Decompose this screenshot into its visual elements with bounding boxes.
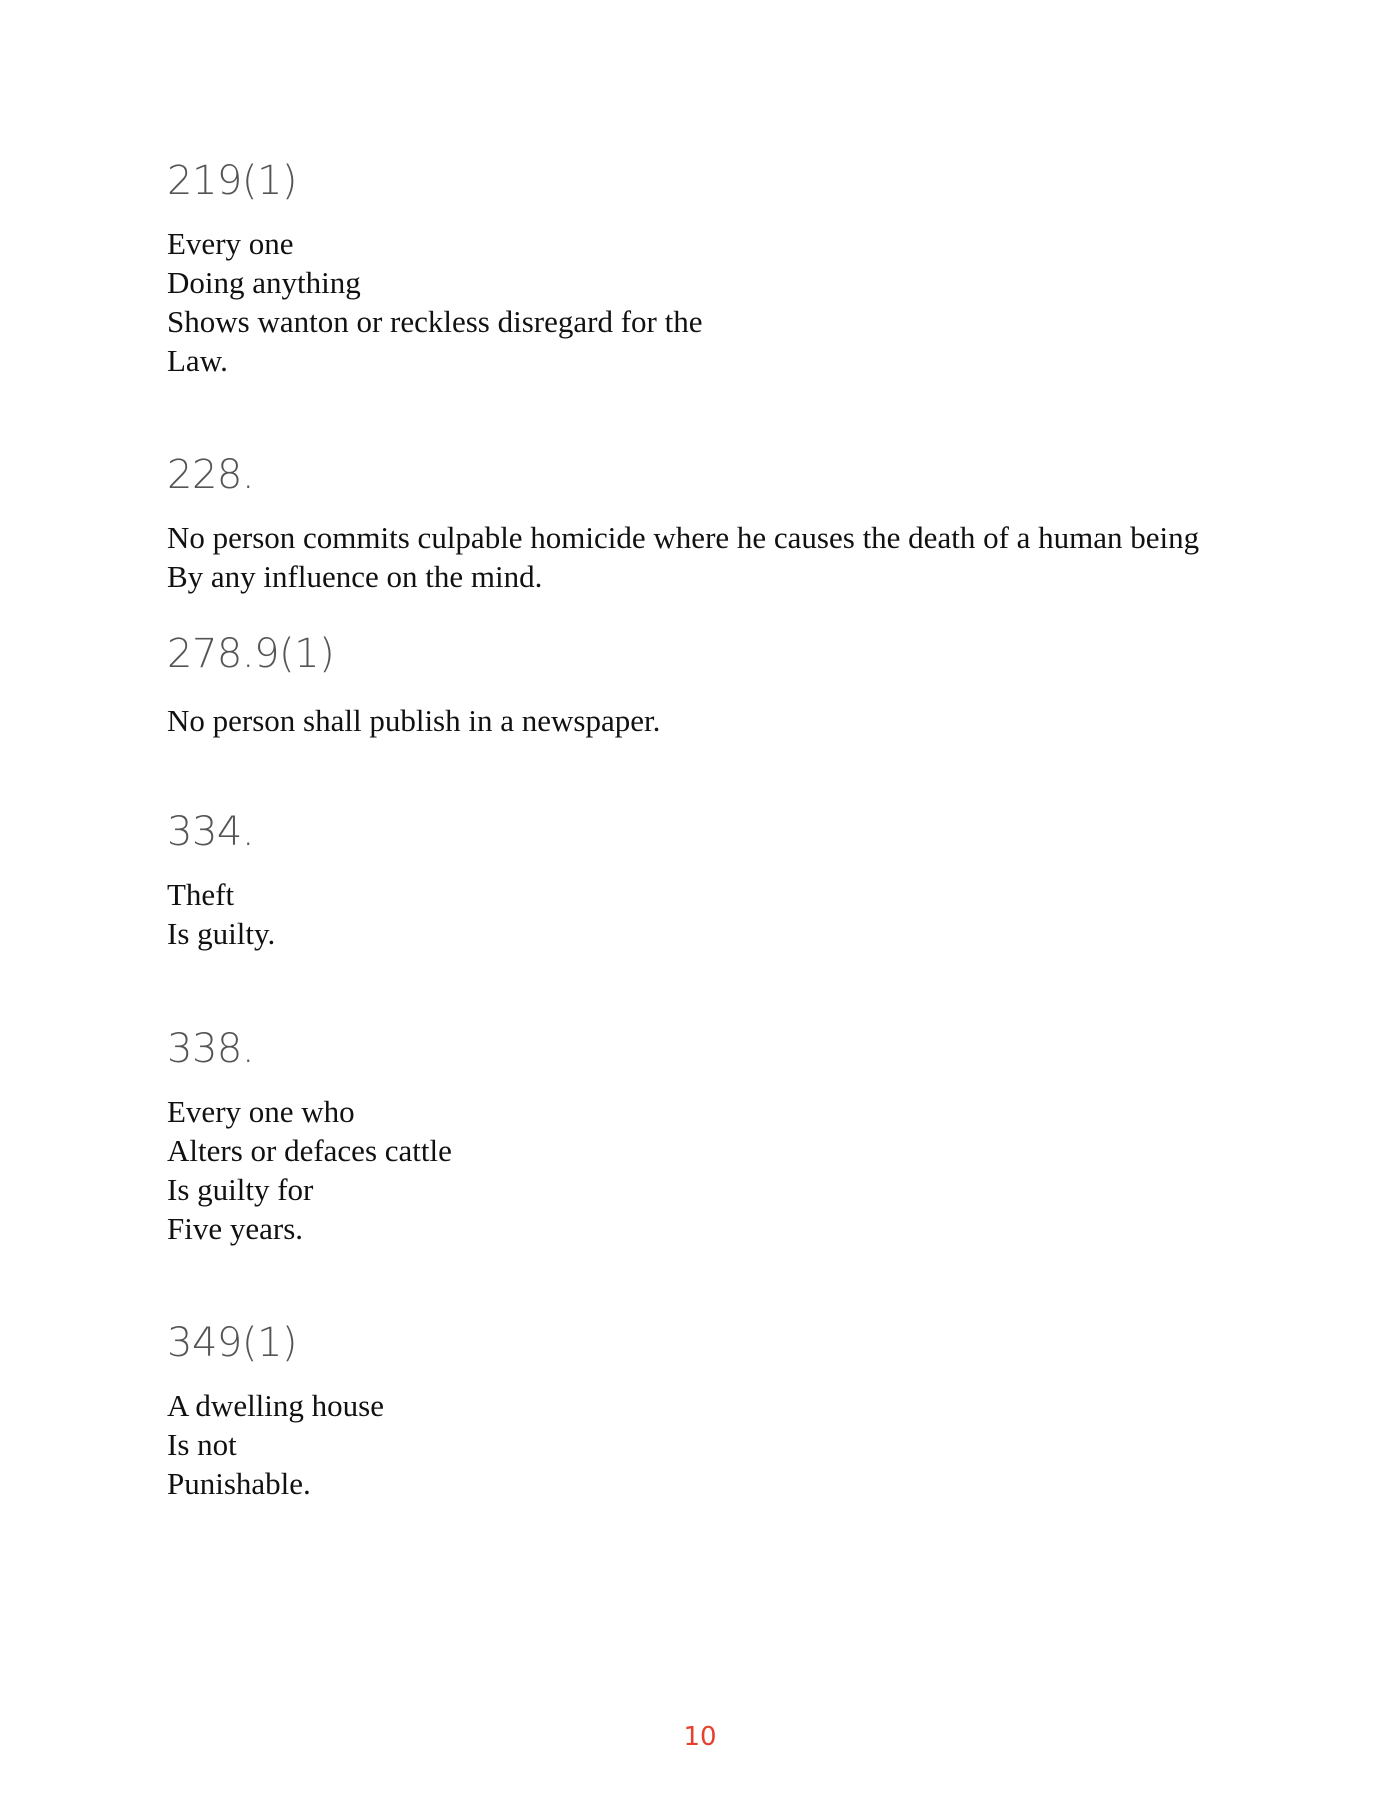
section-number: 228. [167, 452, 255, 498]
section-text [167, 701, 1287, 740]
text-line: Every one [167, 226, 294, 261]
text-line: A dwelling house [167, 1388, 384, 1423]
section-text [167, 224, 1287, 380]
section-349-1 [167, 1320, 1287, 1503]
section-text [167, 1092, 1287, 1248]
text-line: By any influence on the mind. [167, 559, 543, 594]
text-line: Five years. [167, 1211, 304, 1246]
text-line: Is not [167, 1427, 237, 1462]
section-number: 349(1) [167, 1320, 298, 1366]
section-number: 338. [167, 1026, 255, 1072]
section-219-1 [167, 158, 1287, 380]
text-line: No person commits culpable homicide where he causes the death of a human being [167, 520, 1200, 555]
section-text [167, 875, 1287, 953]
text-line: Law. [167, 343, 228, 378]
text-line: Is guilty. [167, 916, 276, 951]
text-line: Alters or defaces cattle [167, 1133, 452, 1168]
section-228 [167, 452, 1287, 596]
section-334 [167, 809, 1287, 953]
section-278-9-1 [167, 631, 1287, 740]
text-line: Every one who [167, 1094, 355, 1129]
section-text [167, 1386, 1287, 1503]
text-line: Doing anything [167, 265, 361, 300]
text-line: Shows wanton or reckless disregard for the [167, 304, 703, 339]
section-number: 334. [167, 809, 255, 855]
section-number: 219(1) [167, 158, 298, 204]
section-number: 278.9(1) [167, 631, 335, 677]
text-line: Is guilty for [167, 1172, 314, 1207]
text-line: No person shall publish in a newspaper. [167, 703, 661, 738]
text-line: Theft [167, 877, 235, 912]
section-338 [167, 1026, 1287, 1248]
section-text [167, 518, 1287, 596]
text-line: Punishable. [167, 1466, 311, 1501]
page-number: 10 [683, 1722, 717, 1752]
